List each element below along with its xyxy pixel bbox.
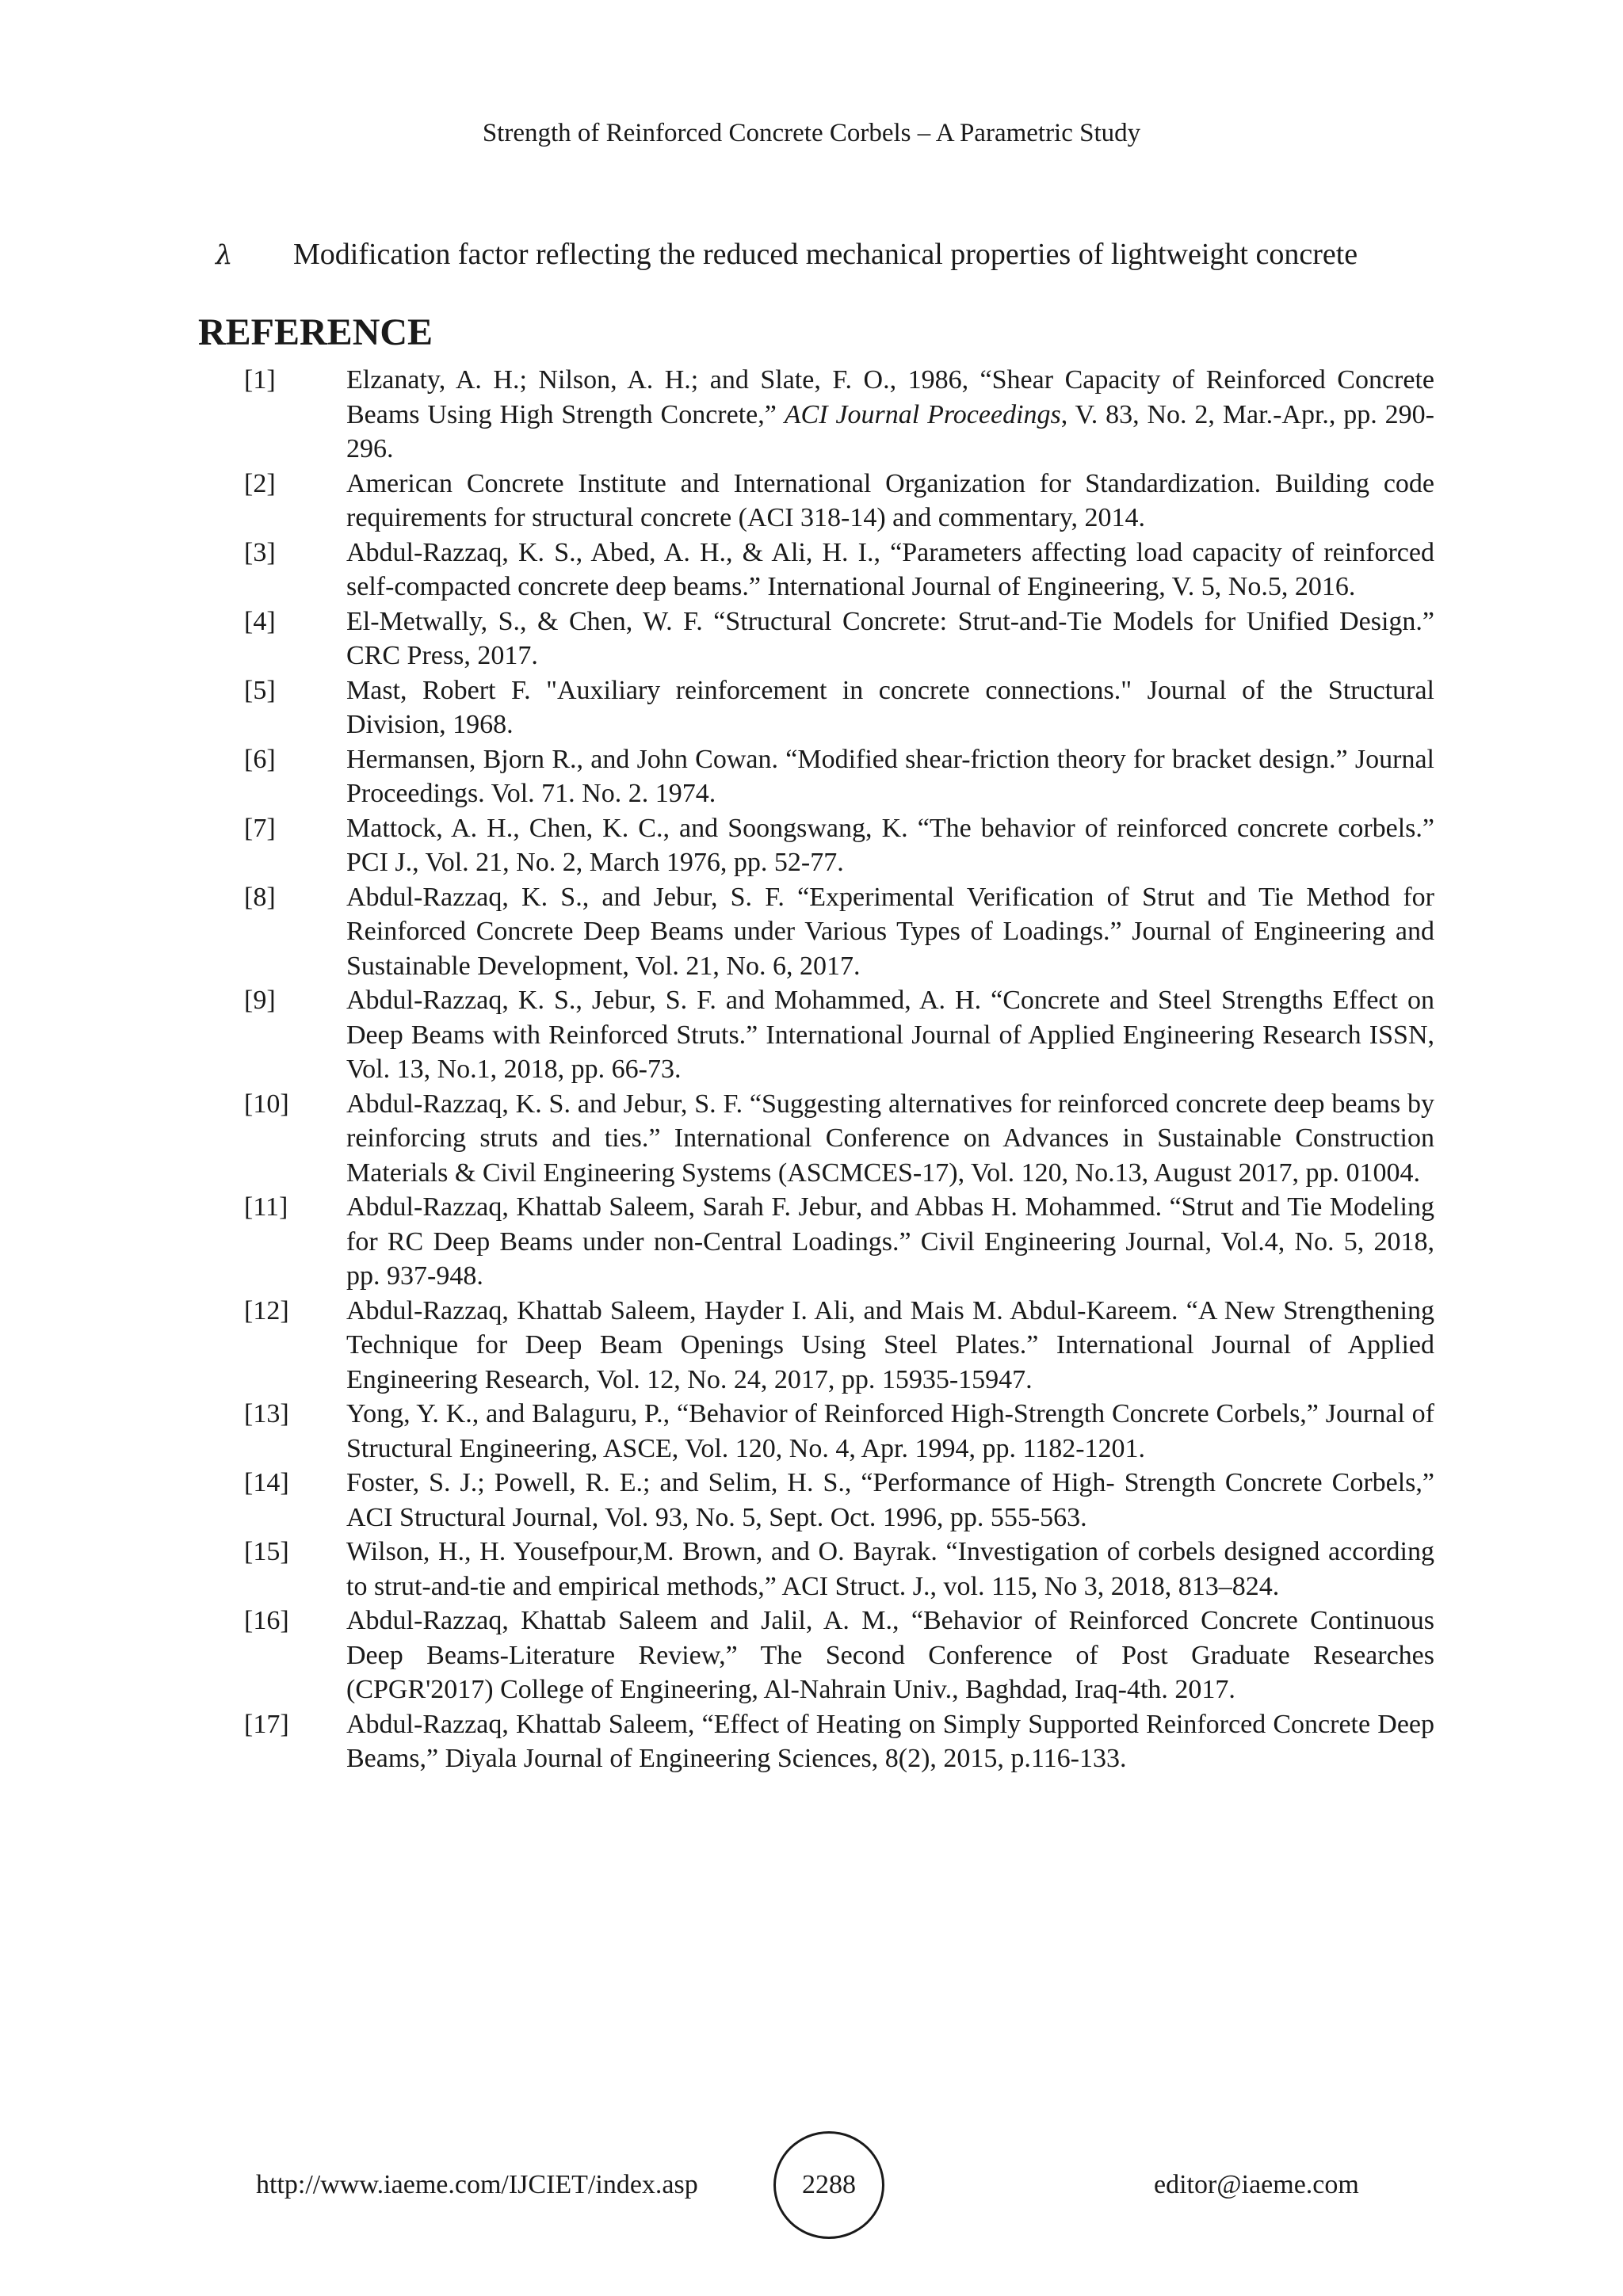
reference-text — [346, 1466, 1434, 1535]
reference-number: [8] — [244, 882, 276, 912]
reference-number: [16] — [244, 1606, 289, 1635]
reference-text — [346, 1535, 1434, 1604]
reference-text — [346, 1707, 1434, 1776]
reference-citation: Abdul-Razzaq, K. S., Abed, A. H., & Ali, H. I., “Parameters affecting load capacity of reinforced self-compacted concrete deep beams.” International Journal of Engineering, V. 5, No.5, 2016. — [346, 537, 1434, 601]
reference-text — [346, 363, 1434, 467]
running-header: Strength of Reinforced Concrete Corbels – A Parametric Study — [482, 119, 1141, 147]
reference-text — [346, 1190, 1434, 1294]
reference-number: [3] — [244, 537, 276, 567]
reference-number: [7] — [244, 813, 276, 843]
reference-citation: Abdul-Razzaq, Khattab Saleem, “Effect of Heating on Simply Supported Reinforced Concrete Deep Beams,” Diyala Journal of Engineering Sciences, 8(2), 2015, p.116-133. — [346, 1709, 1434, 1773]
reference-item — [198, 811, 1434, 880]
reference-citation: Mast, Robert F. "Auxiliary reinforcement in concrete connections." Journal of the Structural Division, 1968. — [346, 675, 1434, 739]
reference-text — [346, 467, 1434, 536]
reference-number: [11] — [244, 1192, 288, 1222]
reference-text — [346, 673, 1434, 742]
page-number — [773, 2131, 884, 2239]
reference-citation: Abdul-Razzaq, Khattab Saleem and Jalil, A. M., “Behavior of Reinforced Concrete Continuous Deep Beams-Literature Review,” The Second Conference of Post Graduate Researches (CPGR'2017) College of Engineering, Al-Nahrain Univ., Baghdad, Iraq-4th. 2017. — [346, 1606, 1434, 1704]
reference-text — [346, 605, 1434, 673]
reference-item — [198, 1604, 1434, 1707]
reference-item — [198, 673, 1434, 742]
reference-number: [10] — [244, 1089, 289, 1119]
reference-citation: Abdul-Razzaq, K. S., and Jebur, S. F. “Experimental Verification of Strut and Tie Method for Reinforced Concrete Deep Beams under Various Types of Loadings.” Journal of Engineering and Sustainable Development, Vol. 21, No. 6, 2017. — [346, 882, 1434, 981]
reference-citation: Foster, S. J.; Powell, R. E.; and Selim, H. S., “Performance of High- Strength Concrete Corbels,” ACI Structural Journal, Vol. 93, No. 5, Sept. Oct. 1996, pp. 555-563. — [346, 1468, 1434, 1532]
reference-citation: Yong, Y. K., and Balaguru, P., “Behavior of Reinforced High-Strength Concrete Corbels,” Journal of Structural Engineering, ASCE, Vol. 120, No. 4, Apr. 1994, pp. 1182-1201. — [346, 1399, 1434, 1463]
reference-item — [198, 1535, 1434, 1604]
reference-item — [198, 1397, 1434, 1466]
reference-item — [198, 536, 1434, 605]
reference-text — [346, 880, 1434, 984]
reference-item — [198, 983, 1434, 1087]
reference-number: [15] — [244, 1537, 289, 1566]
reference-item — [198, 1707, 1434, 1776]
notation-symbol: λ — [216, 239, 233, 271]
reference-number: [12] — [244, 1295, 289, 1325]
footer-email[interactable]: editor@iaeme.com — [1154, 2170, 1359, 2199]
reference-text — [346, 811, 1434, 880]
reference-text — [346, 1397, 1434, 1466]
reference-citation-tail: , V. 83, No. 2, Mar.-Apr., pp. 290-296. — [346, 399, 1435, 463]
reference-citation: Abdul-Razzaq, Khattab Saleem, Hayder I. Ali, and Mais M. Abdul-Kareem. “A New Strengthening Technique for Deep Beam Openings Using Steel Plates.” International Journal of Applied Engineering Research, Vol. 12, No. 24, 2017, pp. 15935-15947. — [346, 1295, 1434, 1394]
reference-citation: Mattock, A. H., Chen, K. C., and Soongswang, K. “The behavior of reinforced concrete corbels.” PCI J., Vol. 21, No. 2, March 1976, pp. 52-77. — [346, 813, 1434, 877]
reference-item — [198, 467, 1434, 536]
reference-citation: El-Metwally, S., & Chen, W. F. “Structural Concrete: Strut-and-Tie Models for Unified Design.” CRC Press, 2017. — [346, 606, 1434, 670]
section-title: REFERENCE — [198, 311, 433, 353]
reference-number: [17] — [244, 1709, 289, 1739]
reference-item — [198, 363, 1434, 467]
reference-journal: ACI Journal Proceedings — [784, 399, 1061, 429]
reference-item — [198, 1466, 1434, 1535]
reference-text — [346, 983, 1434, 1087]
reference-citation: Wilson, H., H. Yousefpour,M. Brown, and O. Bayrak. “Investigation of corbels designed according to strut-and-tie and empirical methods,” ACI Struct. J., vol. 115, No 3, 2018, 813–824. — [346, 1537, 1434, 1601]
reference-text — [346, 1604, 1434, 1707]
reference-item — [198, 1294, 1434, 1398]
reference-list — [198, 363, 1434, 1776]
reference-citation: Abdul-Razzaq, Khattab Saleem, Sarah F. Jebur, and Abbas H. Mohammed. “Strut and Tie Modeling for RC Deep Beams under non-Central Loadings.” Civil Engineering Journal, Vol.4, No. 5, 2018, pp. 937-948. — [346, 1192, 1434, 1291]
reference-text — [346, 742, 1434, 811]
reference-citation: American Concrete Institute and International Organization for Standardization. Building code requirements for structural concrete (ACI 318-14) and commentary, 2014. — [346, 468, 1434, 532]
reference-citation: Hermansen, Bjorn R., and John Cowan. “Modified shear-friction theory for bracket design.” Journal Proceedings. Vol. 71. No. 2. 1974. — [346, 744, 1434, 808]
notation-entry — [198, 236, 1434, 273]
footer-url[interactable]: http://www.iaeme.com/IJCIET/index.asp — [256, 2170, 698, 2199]
reference-item — [198, 880, 1434, 984]
reference-citation: Abdul-Razzaq, K. S. and Jebur, S. F. “Suggesting alternatives for reinforced concrete deep beams by reinforcing struts and ties.” International Conference on Advances in Sustainable Construction Materials & Civil Engineering Systems (ASCMCES-17), Vol. 120, No.13, August 2017, pp. 01004. — [346, 1089, 1434, 1188]
reference-citation: Abdul-Razzaq, K. S., Jebur, S. F. and Mohammed, A. H. “Concrete and Steel Strengths Effect on Deep Beams with Reinforced Struts.” International Journal of Applied Engineering Research ISSN, Vol. 13, No.1, 2018, pp. 66-73. — [346, 986, 1434, 1084]
reference-item — [198, 1087, 1434, 1191]
reference-number: [5] — [244, 675, 276, 705]
reference-number: [9] — [244, 986, 276, 1015]
reference-item — [198, 605, 1434, 673]
page-number-label: 2288 — [802, 2170, 856, 2199]
reference-text — [346, 1294, 1434, 1398]
reference-item — [198, 1190, 1434, 1294]
reference-number: [6] — [244, 744, 276, 774]
reference-number: [2] — [244, 468, 276, 498]
reference-text — [346, 1087, 1434, 1191]
reference-number: [1] — [244, 365, 276, 395]
reference-text — [346, 536, 1434, 605]
reference-citation: Elzanaty, A. H.; Nilson, A. H.; and Slate, F. O., 1986, “Shear Capacity of Reinforced Concrete Beams Using High Strength Concrete,” — [346, 365, 1434, 429]
notation-definition: Modification factor reflecting the reduced mechanical properties of lightweight concrete — [293, 238, 1358, 271]
reference-number: [14] — [244, 1468, 289, 1497]
reference-number: [4] — [244, 606, 276, 636]
reference-item — [198, 742, 1434, 811]
reference-number: [13] — [244, 1399, 289, 1428]
